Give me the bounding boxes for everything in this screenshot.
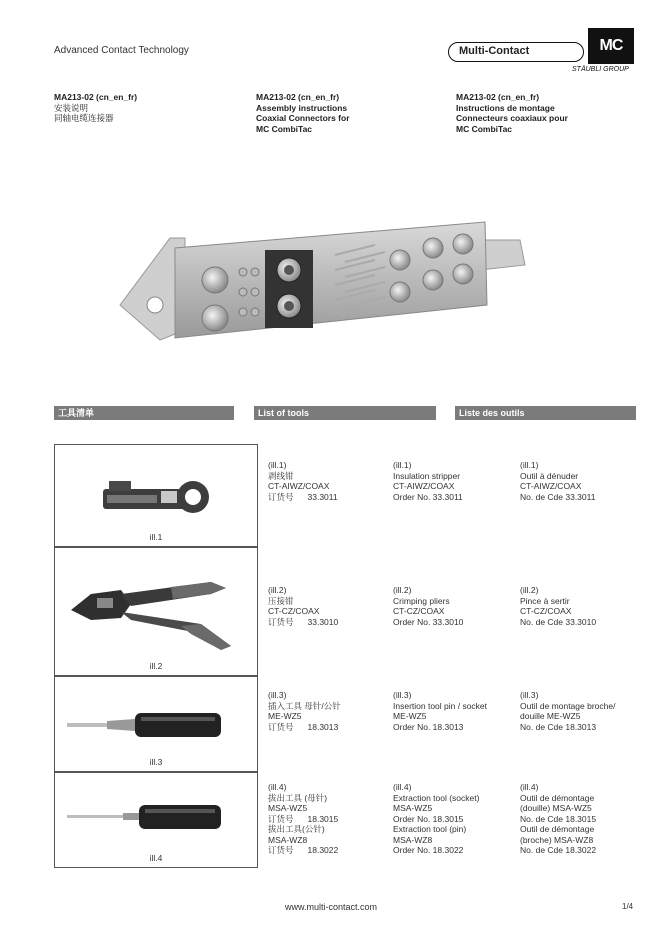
header-column-cn: [54, 92, 244, 124]
tool-text: ME-WZ5: [393, 711, 427, 721]
tool-text: CT-AIWZ/COAX: [268, 481, 330, 491]
tool-text: CT-AIWZ/COAX: [520, 481, 582, 491]
order-number-cn: [268, 617, 390, 628]
tool-1-fr: [520, 460, 642, 502]
tool-text: 拔出工具 (母针): [268, 792, 328, 803]
insulation-stripper-image: [61, 451, 251, 531]
tool-text: CT-CZ/COAX: [520, 606, 572, 616]
logo-mark: MC: [588, 28, 634, 64]
footer-url[interactable]: www.multi-contact.com: [284, 902, 378, 912]
order-label: 订货号: [268, 845, 294, 855]
tool-text: Insulation stripper: [393, 470, 461, 481]
tool-text: Extraction tool (socket): [393, 792, 480, 803]
tool-text: Outil de démontage: [520, 792, 595, 803]
company-logo: [448, 28, 638, 78]
header-column-fr: [456, 92, 646, 134]
ill-label: ill.4: [149, 853, 163, 863]
tool-image-box-1: [54, 444, 258, 547]
tool-text: (ill.2): [520, 585, 539, 595]
tool-text: (ill.4): [520, 782, 539, 792]
order-label: 订货号: [268, 721, 294, 732]
ill-label: ill.2: [149, 661, 163, 671]
tool-text: CT-AIWZ/COAX: [393, 481, 455, 491]
section-bar-cn: 工具清单: [54, 406, 234, 420]
tool-text: MSA-WZ8: [268, 834, 308, 845]
tool-text: (broche) MSA-WZ8: [520, 834, 594, 845]
tool-text: Extraction tool (pin): [393, 824, 467, 834]
tool-text: No. de Cde 33.3010: [520, 616, 597, 627]
tool-image-box-2: [54, 547, 258, 676]
tool-text: douille ME-WZ5: [520, 711, 581, 721]
logo-group: STÄUBLI GROUP: [572, 66, 629, 73]
tool-text: Order No. 18.3013: [393, 721, 464, 732]
doc-title-line: Instructions de montage: [456, 102, 555, 113]
header-column-en: [256, 92, 446, 134]
tool-text: Outil de démontage: [520, 824, 595, 834]
tool-3-cn: [268, 690, 390, 732]
tool-text: Crimping pliers: [393, 595, 450, 606]
tool-text: (ill.1): [393, 460, 412, 470]
tool-4-en: [393, 782, 515, 856]
tool-text: (ill.3): [393, 690, 412, 700]
tool-text: Outil à dénuder: [520, 470, 579, 481]
page-number: 1/4: [622, 902, 634, 911]
section-bar-fr: Liste des outils: [455, 406, 636, 420]
tool-text: Order No. 18.3022: [393, 845, 464, 855]
tool-3-fr: [520, 690, 642, 732]
doc-code: MA213-02 (cn_en_fr): [456, 92, 540, 102]
tool-text: (ill.4): [393, 782, 412, 792]
order-number: 18.3022: [307, 845, 339, 855]
tool-text: Pince à sertir: [520, 595, 570, 606]
tool-2-fr: [520, 585, 642, 627]
tool-text: Outil de montage broche/: [520, 700, 616, 711]
ill-label: ill.1: [149, 532, 163, 542]
tool-image-box-4: [54, 772, 258, 868]
tool-text: ME-WZ5: [268, 711, 302, 721]
tool-text: 插入工具 母针/公针: [268, 700, 341, 711]
order-label: 订货号: [268, 813, 294, 824]
order-number-cn: [268, 814, 390, 825]
order-number: 33.3010: [307, 616, 339, 627]
doc-title-line: Coaxial Connectors for: [256, 113, 350, 123]
doc-code: MA213-02 (cn_en_fr): [256, 92, 340, 102]
tool-text: 拔出工具(公针): [268, 824, 325, 834]
tool-text: MSA-WZ5: [393, 803, 433, 813]
tool-text: 压接钳: [268, 595, 294, 606]
insertion-tool-image: [61, 683, 251, 757]
tool-text: (ill.2): [393, 585, 412, 595]
tool-text: No. de Cde 33.3011: [520, 491, 596, 502]
doc-title-line: Assembly instructions: [256, 102, 348, 113]
tool-2-cn: [268, 585, 390, 627]
order-number-cn: [268, 845, 390, 856]
company-tagline: Advanced Contact Technology: [54, 45, 189, 56]
tool-1-cn: [268, 460, 390, 502]
tool-3-en: [393, 690, 515, 732]
crimping-pliers-image: [61, 554, 251, 658]
order-number: 18.3015: [307, 813, 339, 824]
tool-text: (ill.1): [268, 460, 287, 470]
tool-text: (ill.3): [268, 690, 287, 700]
logo-wordmark: Multi-Contact: [448, 42, 584, 62]
order-label: 订货号: [268, 491, 294, 502]
tool-4-fr: [520, 782, 642, 856]
connector-photo: [115, 210, 535, 360]
order-number: 18.3013: [307, 721, 339, 732]
doc-title-line: MC CombiTac: [456, 123, 513, 134]
order-number-cn: [268, 492, 390, 503]
doc-title-line: MC CombiTac: [256, 123, 313, 134]
doc-title-line: 同轴电缆连接器: [54, 113, 114, 123]
order-label: 订货号: [268, 616, 294, 627]
doc-code: MA213-02 (cn_en_fr): [54, 92, 138, 102]
tool-text: (ill.2): [268, 585, 287, 595]
section-bar-en: List of tools: [254, 406, 436, 420]
tool-text: (ill.1): [520, 460, 539, 470]
order-number: 33.3011: [307, 491, 338, 502]
tool-text: MSA-WZ8: [393, 834, 433, 845]
tool-2-en: [393, 585, 515, 627]
tool-text: Order No. 18.3015: [393, 813, 464, 824]
tool-text: No. de Cde 18.3013: [520, 721, 597, 732]
tool-1-en: [393, 460, 515, 502]
tool-text: CT-CZ/COAX: [393, 606, 445, 616]
tool-text: Order No. 33.3010: [393, 616, 464, 627]
tool-4-cn: [268, 782, 390, 856]
tool-text: No. de Cde 18.3015: [520, 813, 597, 824]
doc-title-line: 安装说明: [54, 102, 89, 113]
doc-title-line: Connecteurs coaxiaux pour: [456, 113, 568, 123]
tool-text: No. de Cde 18.3022: [520, 845, 597, 855]
ill-label: ill.3: [149, 757, 163, 767]
tool-text: 剥线钳: [268, 470, 294, 481]
tool-text: Order No. 33.3011: [393, 491, 463, 502]
extraction-tool-image: [61, 779, 251, 853]
tool-image-box-3: [54, 676, 258, 772]
tool-text: (douille) MSA-WZ5: [520, 803, 592, 813]
tool-text: MSA-WZ5: [268, 803, 308, 813]
tool-text: CT-CZ/COAX: [268, 606, 320, 616]
tool-text: Insertion tool pin / socket: [393, 700, 488, 711]
tool-text: (ill.4): [268, 782, 287, 792]
order-number-cn: [268, 722, 390, 733]
tool-text: (ill.3): [520, 690, 539, 700]
